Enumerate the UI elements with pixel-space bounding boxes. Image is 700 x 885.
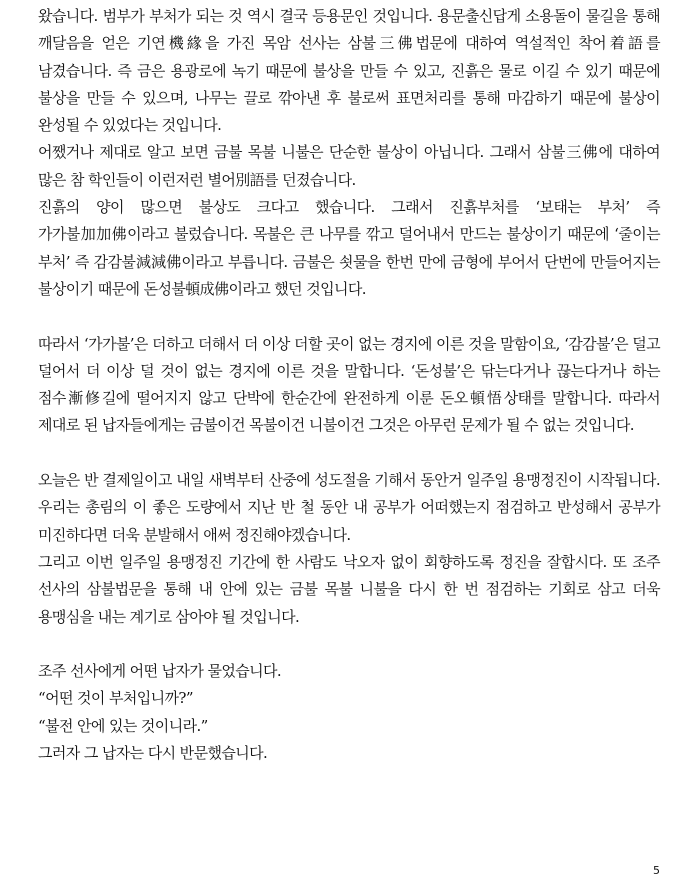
dialogue-line: “불전 안에 있는 것이니라.” <box>38 716 208 735</box>
page-number: 5 <box>653 864 660 877</box>
paragraph-spacer <box>38 440 660 467</box>
paragraph: 어쨌거나 제대로 알고 보면 금불 목불 니불은 단순한 불상이 아닙니다. 그래서 삼불三佛에 대하여 많은 참 학인들이 이런저런 별어別語를 던졌습니다. <box>38 143 660 189</box>
paragraph: 따라서 ‘가가불’은 더하고 더해서 더 이상 더할 곳이 없는 경지에 이른 것을 말함이요, ‘감감불’은 덜고 덜어서 더 이상 덜 것이 없는 경지에 이른 것을 말합니다. ‘돈성불’은 닦는다거나 끊는다거나 하는 점수漸修길에 떨어지지 않고 단박에 한순간에 완전하게 이룬 돈오頓悟상태를 말합니다. 따라서 제대로 된 납자들에게는 금불이건 목불이건 니불이건 그것은 아무런 문제가 될 수 없는 것입니다. <box>38 334 660 435</box>
paragraph: 그리고 이번 일주일 용맹정진 기간에 한 사람도 낙오자 없이 회향하도록 정진을 잘합시다. 또 조주 선사의 삼불법문을 통해 내 안에 있는 금불 목불 니불을 다시 한 번 점검하는 기회로 삼고 더욱 용맹심을 내는 계기로 삼아야 될 것입니다. <box>38 552 660 626</box>
paragraph-spacer <box>38 303 660 330</box>
dialogue-line: 조주 선사에게 어떤 납자가 물었습니다. <box>38 662 282 681</box>
paragraph: 왔습니다. 범부가 부처가 되는 것 역시 결국 등용문인 것입니다. 용문출신답게 소용돌이 물길을 통해 깨달음을 얻은 기연機緣을 가진 목암 선사는 삼불三佛법문에 대하여 역설적인 착어着語를 남겼습니다. 즉 금은 용광로에 녹기 때문에 불상을 만들 수 있고, 진흙은 물로 이길 수 있기 때문에 불상을 만들 수 있으며, 나무는 끌로 깎아낸 후 불로써 표면처리를 통해 마감하기 때문에 불상이 완성될 수 있었다는 것입니다. <box>38 7 660 135</box>
body-text <box>38 3 660 767</box>
dialogue-line: 그러자 그 납자는 다시 반문했습니다. <box>38 744 268 763</box>
dialogue-line: “어떤 것이 부처입니까?” <box>38 689 193 708</box>
paragraph: 오늘은 반 결제일이고 내일 새벽부터 산중에 성도절을 기해서 동안거 일주일 용맹정진이 시작됩니다. 우리는 총림의 이 좋은 도량에서 지난 반 철 동안 내 공부가 어떠했는지 점검하고 반성해서 공부가 미진하다면 더욱 분발해서 애써 정진해야겠습니다. <box>38 471 660 544</box>
paragraph-spacer <box>38 631 660 658</box>
paragraph: 진흙의 양이 많으면 불상도 크다고 했습니다. 그래서 진흙부처를 ‘보태는 부처’ 즉 가가불加加佛이라고 불렀습니다. 목불은 큰 나무를 깎고 덜어내서 만드는 불상이기 때문에 ‘줄이는 부처’ 즉 감감불減減佛이라고 부릅니다. 금불은 쇳물을 한번 만에 금형에 부어서 단번에 만들어지는 불상이기 때문에 돈성불頓成佛이라고 했던 것입니다. <box>38 198 660 298</box>
